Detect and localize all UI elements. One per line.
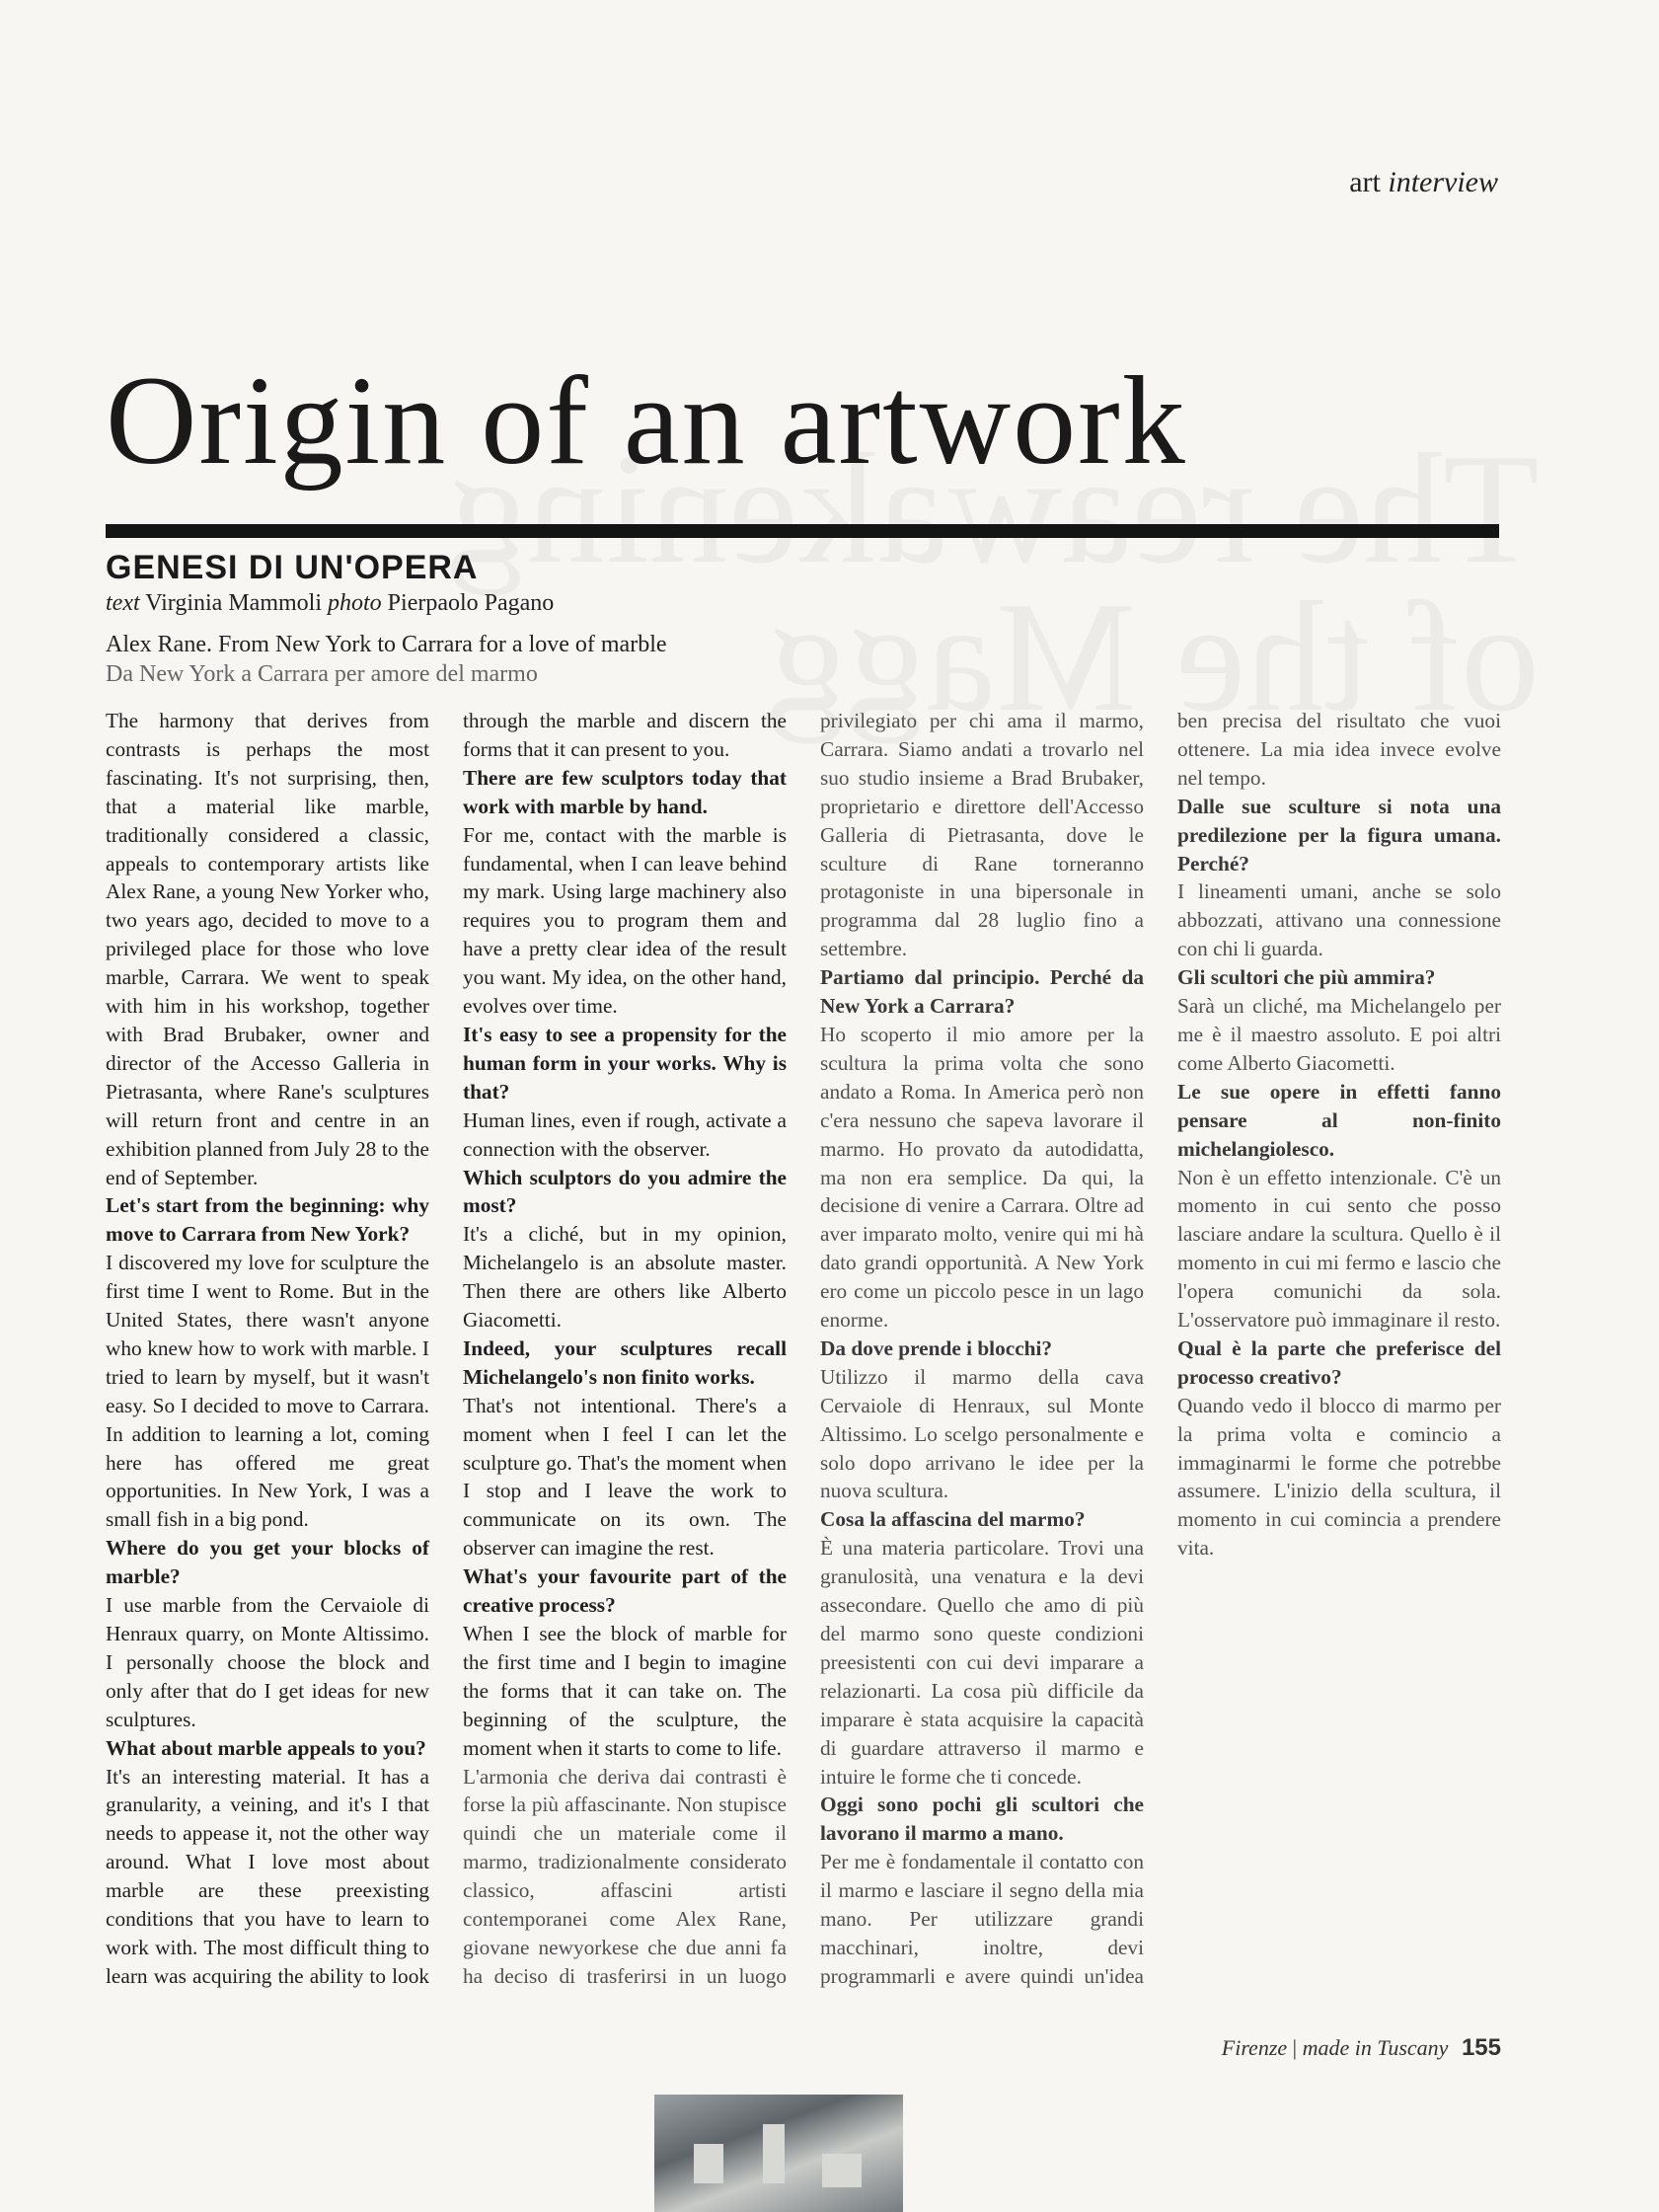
interview-question: There are few sculptors today that work with marble by hand. [463,765,787,818]
section-tag [1349,166,1498,199]
interview-question: Gli scultori che più ammira? [1177,965,1436,990]
interview-answer: Utilizzo il marmo della cava Cervaiole di Henraux, sul Monte Altissimo. Lo scelgo personalmente e solo dopo arrivano le idee per la nuova scultura. [820,1364,1144,1503]
interview-answer: L'armonia che deriva dai contrasti è forse la più affascinante. Non stupisce quindi che un materiale come il marmo, tradizionalmente considerato classico, affascini artisti contemporanei come Alex Rane, giovane newyorkese che due anni fa ha deciso di trasferirsi in un luogo privilegiato per chi ama il marmo, Carrara. Siamo andati a trovarlo nel suo studio insieme a Brad Brubaker, proprietario e direttore dell'Accesso Galleria di Pietrasanta, dove le sculture di Rane torneranno protagoniste in una bipersonale in programma dal 28 luglio fino a settembre. [463,709,1144,1988]
interview-answer: I discovered my love for sculpture the first time I went to Rome. But in the United States, there wasn't anyone who knew how to work with marble. I tried to learn by myself, but it wasn't easy. So I decided to move to Carrara. In addition to learning a lot, coming here has offered me great opportunities. In New York, I was a small fish in a big pond. [106,1251,429,1532]
interview-answer: Ho scoperto il mio amore per la scultura la prima volta che sono andato a Roma. In America però non c'era nessuno che sapeva lavorare il marmo. Ho provato da autodidatta, ma non era semplice. Da qui, la decisione di venire a Carrara. Oltre ad aver imparato molto, venire qui mi hà dato grandi opportunità. A New York ero come un piccolo pesce in un lago enorme. [820,1022,1144,1333]
text-credit-label: text [106,590,140,616]
interview-question: Cosa la affascina del marmo? [820,1507,1086,1532]
credits [106,590,554,617]
interview-question: Oggi sono pochi gli scultori che lavorano il marmo a mano. [820,1792,1144,1846]
interview-question: What's your favourite part of the creative process? [463,1564,787,1618]
section-tag-word2: interview [1388,166,1498,198]
interview-answer: It's an interesting material. It has a granularity, a veining, and it's I that needs to appease it, not the other way around. What I love most about marble are these preexisting conditions that you have to learn to work with. The most difficult thing to learn was acquiring the ability to look through the marble and discern the forms that it can present to you. [106,709,787,1988]
interview-question: Da dove prende i blocchi? [820,1335,1053,1360]
page-number: 155 [1461,2034,1501,2061]
interview-answer: I lineamenti umani, anche se solo abbozzati, attivano una connessione con chi li guarda. [1177,879,1501,961]
footer-magazine: Firenze [1221,2035,1288,2060]
interview-question: Where do you get your blocks of marble? [106,1536,429,1589]
interview-answer: The harmony that derives from contrasts is perhaps the most fascinating. It's not surprising, then, that a material like marble, traditionally considered a classic, appeals to contemporary artists like Alex Rane, a young New Yorker who, two years ago, decided to move to a privileged place for those who love marble, Carrara. We went to speak with him in his workshop, together with Brad Brubaker, owner and director of the Accesso Galleria in Pietrasanta, where Rane's sculptures will return front and centre in an exhibition planned from July 28 to the end of September. [106,709,429,1189]
section-tag-word1: art [1349,166,1381,198]
interview-question: What about marble appeals to you? [106,1735,426,1760]
photo-thumbnail [654,2095,903,2212]
interview-question: Le sue opere in effetti fanno pensare al non-finito michelangiolesco. [1177,1079,1501,1161]
interview-answer: That's not intentional. There's a moment when I feel I can let the sculpture go. That's the moment when I stop and I leave the work to communicate on its own. The observer can imagine the rest. [463,1393,787,1561]
article-subtitle: GENESI DI UN'OPERA [106,549,479,586]
title-rule [106,524,1499,538]
interview-answer: I use marble from the Cervaiole di Henraux quarry, on Monte Altissimo. I personally choose the block and only after that do I get ideas for new sculptures. [106,1593,429,1731]
photo-credit-author: Pierpaolo Pagano [387,590,555,616]
interview-answer: È una materia particolare. Trovi una granulosità, una venatura e la devi assecondare. Quello che amo di più del marmo sono queste condizioni preesistenti con cui devi imparare a relazionarti. La cosa più difficile da imparare è stata acquisire la capacità di guardare attraverso il marmo e intuire le forme che ti concede. [820,1536,1144,1789]
interview-answer: It's a cliché, but in my opinion, Michelangelo is an absolute master. Then there are others like Alberto Giacometti. [463,1222,787,1333]
lede-english: Alex Rane. From New York to Carrara for a love of marble [106,632,667,657]
interview-question: Qual è la parte che preferisce del processo creativo? [1177,1335,1501,1389]
interview-question: Which sculptors do you admire the most? [463,1165,787,1218]
article-body [106,707,1501,2010]
interview-question: Dalle sue sculture si nota una predilezione per la figura umana. Perché? [1177,794,1501,876]
footer-separator: | [1292,2035,1298,2060]
page-footer [1222,2034,1501,2062]
interview-question: Partiamo dal principio. Perché da New York a Carrara? [820,965,1144,1019]
interview-question: It's easy to see a propensity for the human form in your works. Why is that? [463,1022,787,1104]
interview-answer: Quando vedo il blocco di marmo per la prima volta e comincio a immaginarmi le forme che potrebbe assumere. L'inizio della scultura, il momento in cui comincia a prendere vita. [1177,1393,1501,1561]
article-title: Origin of an artwork [106,350,1187,491]
photo-credit-label: photo [328,590,382,616]
interview-answer: Human lines, even if rough, activate a connection with the observer. [463,1107,787,1161]
footer-tagline: made in Tuscany [1302,2035,1449,2060]
lede-italian: Da New York a Carrara per amore del marmo [106,661,538,687]
interview-question: Indeed, your sculptures recall Michelangelo's non finito works. [463,1335,787,1389]
interview-answer: Non è un effetto intenzionale. C'è un momento in cui sento che posso lasciare andare la scultura. Quello è il momento in cui mi fermo e lascio che l'opera comunichi da sola. L'osservatore può immaginare il resto. [1177,1165,1501,1333]
text-credit-author: Virginia Mammoli [145,590,322,616]
interview-answer: Per me è fondamentale il contatto con il marmo e lasciare il segno della mia mano. Per utilizzare grandi macchinari, inoltre, devi programmarli e avere quindi un'idea ben precisa del risultato che vuoi ottenere. La mia idea invece evolve nel tempo. [820,709,1501,1988]
interview-answer: Sarà un cliché, ma Michelangelo per me è il maestro assoluto. E poi altri come Alberto Giacometti. [1177,994,1501,1075]
interview-question: Let's start from the beginning: why move to Carrara from New York? [106,1193,429,1247]
interview-answer: For me, contact with the marble is fundamental, when I can leave behind my mark. Using large machinery also requires you to program them and have a pretty clear idea of the result you want. My idea, on the other hand, evolves over time. [463,822,787,1019]
interview-answer: When I see the block of marble for the first time and I begin to imagine the forms that it can take on. The beginning of the sculpture, the moment when it starts to come to life. [463,1622,787,1760]
